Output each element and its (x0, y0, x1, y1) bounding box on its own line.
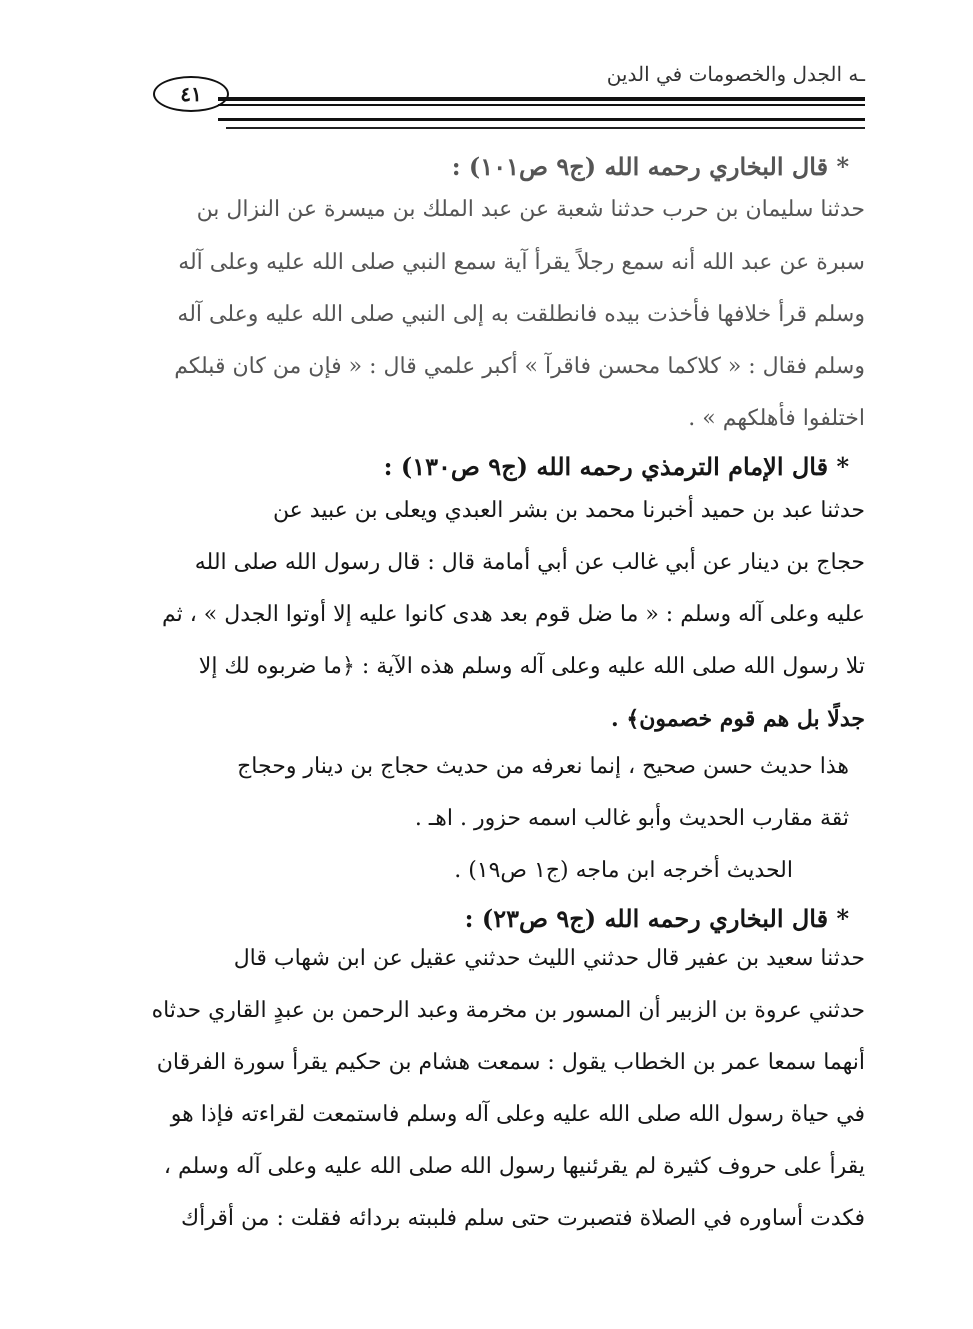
header-rule-lower-thin (226, 127, 865, 129)
text-line: حجاج بن دينار عن أبي غالب عن أبي أمامة قال : قال رسول الله صلى الله (194, 550, 865, 575)
page-number (153, 76, 229, 112)
star-bullet-icon: * (828, 452, 849, 481)
text-line: حدثنا سليمان بن حرب حدثنا شعبة عن عبد الملك بن ميسرة عن النزال بن (196, 197, 865, 222)
text-line: اختلفوا فأهلكهم » . (688, 406, 865, 431)
star-bullet-icon: * (828, 904, 849, 933)
text-line: سبرة عن عبد الله أنه سمع رجلاً يقرأ آية سمع النبي صلى الله عليه وعلى آله (178, 250, 865, 275)
text-line: أنهما سمعا عمر بن الخطاب يقول : سمعت هشام بن حكيم يقرأ سورة الفرقان (156, 1050, 865, 1075)
note-line: ثقة مقارب الحديث وأبو غالب اسمه حزور . اهـ . (414, 806, 849, 831)
text-line: عليه وعلى آله وسلم : « ما ضل قوم بعد هدى كانوا عليه إلا أوتوا الجدل » ، ثم (161, 602, 865, 627)
header-rule-thin (218, 104, 865, 106)
star-bullet-icon: * (828, 152, 849, 181)
note-line: هذا حديث حسن صحيح ، إنما نعرفه من حديث حجاج بن دينار وحجاج (237, 754, 849, 779)
text-line: في حياة رسول الله صلى الله عليه وعلى آله وسلم فاستمعت لقراءته فإذا هو (170, 1102, 865, 1127)
running-title: ـه الجدل والخصومات في الدين (606, 62, 865, 86)
text-line: جدلًا بل هم قوم خصمون﴾ . (611, 706, 865, 732)
text-line: وسلم فقال : « كلاكما محسن فاقرآ » أكبر علمي قال : « فإن من كان قبلكم (174, 354, 865, 379)
text-line: حدثنا عبد بن حميد أخبرنا محمد بن بشر العبدي ويعلى بن عبيد عن (272, 498, 865, 523)
page-number-text: ٤١ (180, 82, 202, 106)
section-heading: * قال الإمام الترمذي رحمه الله (ج٩ ص١٣٠) : (383, 452, 849, 481)
text-line: وسلم قرأ خلافها فأخذت بيده فانطلقت به إلى النبي صلى الله عليه وعلى آله (177, 302, 865, 327)
text-line: حدثني عروة بن الزبير أن المسور بن مخرمة وعبد الرحمن بن عبدٍ القاري حدثاه (151, 998, 865, 1023)
text-line: حدثنا سعيد بن عفير قال حدثني الليث حدثني عقيل عن ابن شهاب قال (233, 946, 865, 971)
header-rule-lower-thick (218, 118, 865, 121)
note-line: الحديث أخرجه ابن ماجه (ج١ ص١٩) . (454, 858, 793, 883)
text-line: فكدت أساوره في الصلاة فتصبرت حتى سلم فلببته بردائه فقلت : من أقرأك (180, 1206, 865, 1231)
section-heading: * قال البخاري رحمه الله (ج٩ ص٢٣) : (464, 904, 849, 933)
header-rule-thick (218, 97, 865, 101)
text-line: يقرأ على حروف كثيرة لم يقرئنيها رسول الله صلى الله عليه وعلى آله وسلم ، (163, 1154, 865, 1179)
text-line: تلا رسول الله صلى الله عليه وعلى آله وسلم هذه الآية : ﴿ما ضربوه لك إلا (198, 654, 865, 679)
section-heading: * قال البخاري رحمه الله (ج٩ ص١٠١) : (451, 152, 849, 181)
